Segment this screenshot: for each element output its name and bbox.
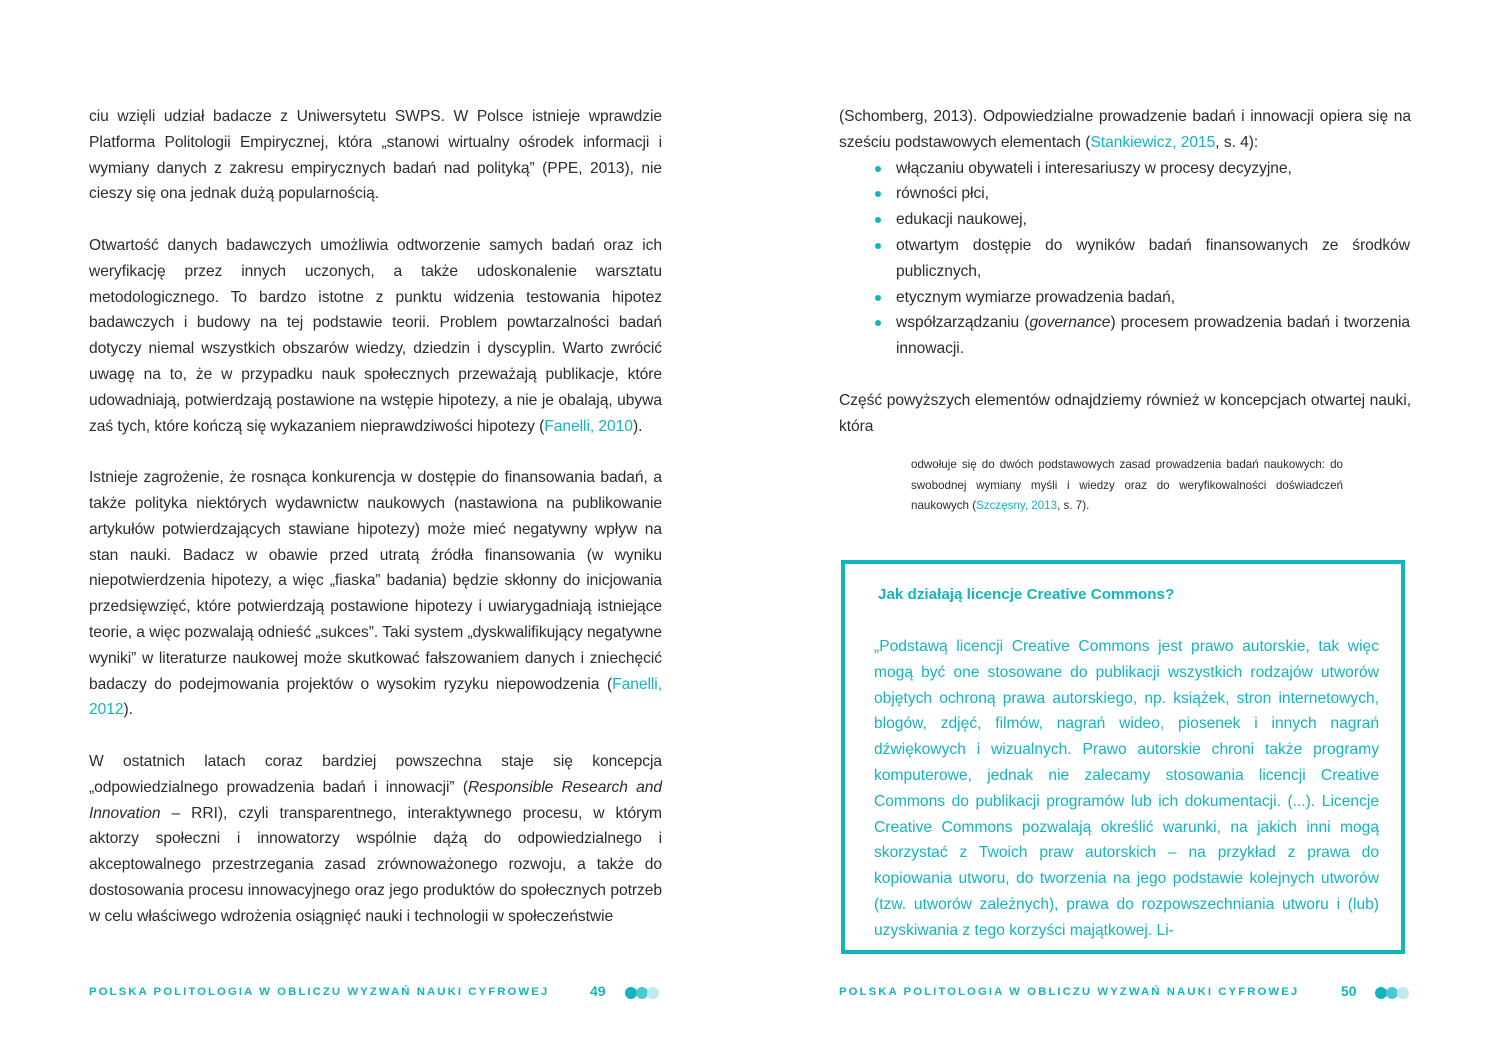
list-item: edukacji naukowej, [896,207,1411,233]
paragraph-4: W ostatnich latach coraz bardziej powszechna staje się koncepcja „odpowiedzialnego prowadzenia badań i innowacji” (Responsible Research and Innovation – RRI), czyli transparentnego, interaktywnego procesu, w którym aktorzy społeczni i innowatorzy wspólnie dążą do odpowiedzialnego i akceptowalnego przestrzegania zasad zrównoważonego rozwoju, a także do dostosowania procesu innowacyjnego oraz jego produktów do społecznych potrzeb w celu właściwego wdrożenia osiągnięć nauki i technologii w społeczeństwie [89,752,662,925]
intro-paragraph: (Schomberg, 2013). Odpowiedzialne prowadzenie badań i innowacji opiera się na sześciu podstawowych elementach (Stankiewicz, 2015, s. 4): [839,108,1411,151]
citation-link[interactable]: Szczęsny, 2013 [976,499,1058,512]
block-quote: odwołuje się do dwóch podstawowych zasad prowadzenia badań naukowych: do swobodnej wymiany myśli i wiedzy oraz do weryfikowalności doświadczeń naukowych (Szczęsny, 2013, s. 7). [911,458,1343,512]
list-item: włączaniu obywateli i interesariuszy w procesy decyzyjne, [896,156,1411,182]
list-item: współzarządzaniu (governance) procesem prowadzenia badań i tworzenia innowacji. [896,310,1411,362]
citation-link[interactable]: Stankiewicz, 2015 [1090,133,1216,151]
list-item: otwartym dostępie do wyników badań finansowanych ze środków publicznych, [896,233,1411,285]
page-number: 50 [1341,983,1357,999]
creative-commons-box [841,560,1405,954]
decorative-dots-icon [1375,987,1415,999]
box-body: „Podstawą licencji Creative Commons jest prawo autorskie, tak więc mogą być one stosowane do publikacji wszystkich rodzajów utworów objętych ochroną prawa autorskiego, np. książek, stron internetowych, blogów, zdjęć, filmów, nagrań wideo, piosenek i innych nagrań dźwiękowych i wizualnych. Prawo autorskie chroni także programy komputerowe, jednak nie zalecamy stosowania licencji Creative Commons do publikacji programów lub ich dokumentacji. (...). Licencje Creative Commons pozwalają określić warunki, na jakich inni mogą skorzystać z Twoich praw autorskich – na przykład z prawa do kopiowania utworu, do tworzenia na jego podstawie kolejnych utworów (tzw. utworów zależnych), prawa do rozpowszechniania utworu i (lub) uzyskiwania z tego korzyści majątkowej. Li- [874,638,1379,939]
right-text-column [839,104,1411,439]
bullet-icon [875,166,881,172]
bullet-icon [875,191,881,197]
bullet-icon [875,295,881,301]
paragraph-2: Otwartość danych badawczych umożliwia odtworzenie samych badań oraz ich weryfikację przez innych uczonych, a także udoskonalenie warsztatu metodologicznego. To bardzo istotne z punktu widzenia testowania hipotez badawczych i budowy na tej podstawie teorii. Problem powtarzalności badań dotyczy niemal wszystkich obszarów wiedzy, dziedzin i dyscyplin. Warto zwrócić uwagę na to, że w przypadku nauk społecznych przeważają publikacje, które udowadniają, potwierdzają postawione na wstępie hipotezy, a nie je obalają, ubywa zaś tych, które kończą się wykazaniem nieprawdziwości hipotezy (Fanelli, 2010). [89,236,662,435]
bullet-list [839,156,1411,362]
bullet-icon [875,320,881,326]
citation-link[interactable]: Fanelli, 2010 [544,417,633,435]
bullet-icon [875,217,881,223]
citation-link[interactable]: Fanelli, 2012 [89,675,662,719]
bullet-icon [875,243,881,249]
page-footer [839,982,1419,1004]
list-item: etycznym wymiarze prowadzenia badań, [896,285,1411,311]
page-number: 49 [590,983,606,999]
right-page [750,0,1500,1061]
left-text-column [89,104,662,930]
running-title: POLSKA POLITOLOGIA W OBLICZU WYZWAŃ NAUKI CYFROWEJ [89,986,550,998]
running-title: POLSKA POLITOLOGIA W OBLICZU WYZWAŃ NAUKI CYFROWEJ [839,986,1300,998]
box-title: Jak działają licencje Creative Commons? [878,586,1175,603]
list-item: równości płci, [896,181,1411,207]
decorative-dots-icon [625,987,665,999]
paragraph-1: ciu wzięli udział badacze z Uniwersytetu SWPS. W Polsce istnieje wprawdzie Platforma Politologii Empirycznej, która „stanowi wirtualny ośrodek informacji i wymiany danych z zakresu empirycznych badań nad polityką” (PPE, 2013), nie cieszy się ona jednak dużą popularnością. [89,108,662,203]
paragraph-3: Istnieje zagrożenie, że rosnąca konkurencja w dostępie do finansowania badań, a także polityka niektórych wydawnictw naukowych (nastawiona na publikowanie artykułów potwierdzających stawiane hipotezy) może mieć negatywny wpływ na stan nauki. Badacz w obawie przed utratą źródła finansowania (w wyniku niepotwierdzenia hipotezy, a więc „fiaska” badania) będzie skłonny do inicjowania przedsięwzięć, które potwierdzają postawione hipotezy i uwiarygadniają istniejące teorie, a więc pozwalają odnieść „sukces”. Taki system „dyskwalifikujący negatywne wyniki” w literaturze naukowej może skutkować fałszowaniem danych i zniechęcić badaczy do podejmowania projektów o wysokim ryzyku niepowodzenia (Fanelli, 2012). [89,469,662,719]
page-footer [89,982,669,1004]
after-bullets-paragraph: Część powyższych elementów odnajdziemy również w koncepcjach otwartej nauki, która [839,391,1411,435]
